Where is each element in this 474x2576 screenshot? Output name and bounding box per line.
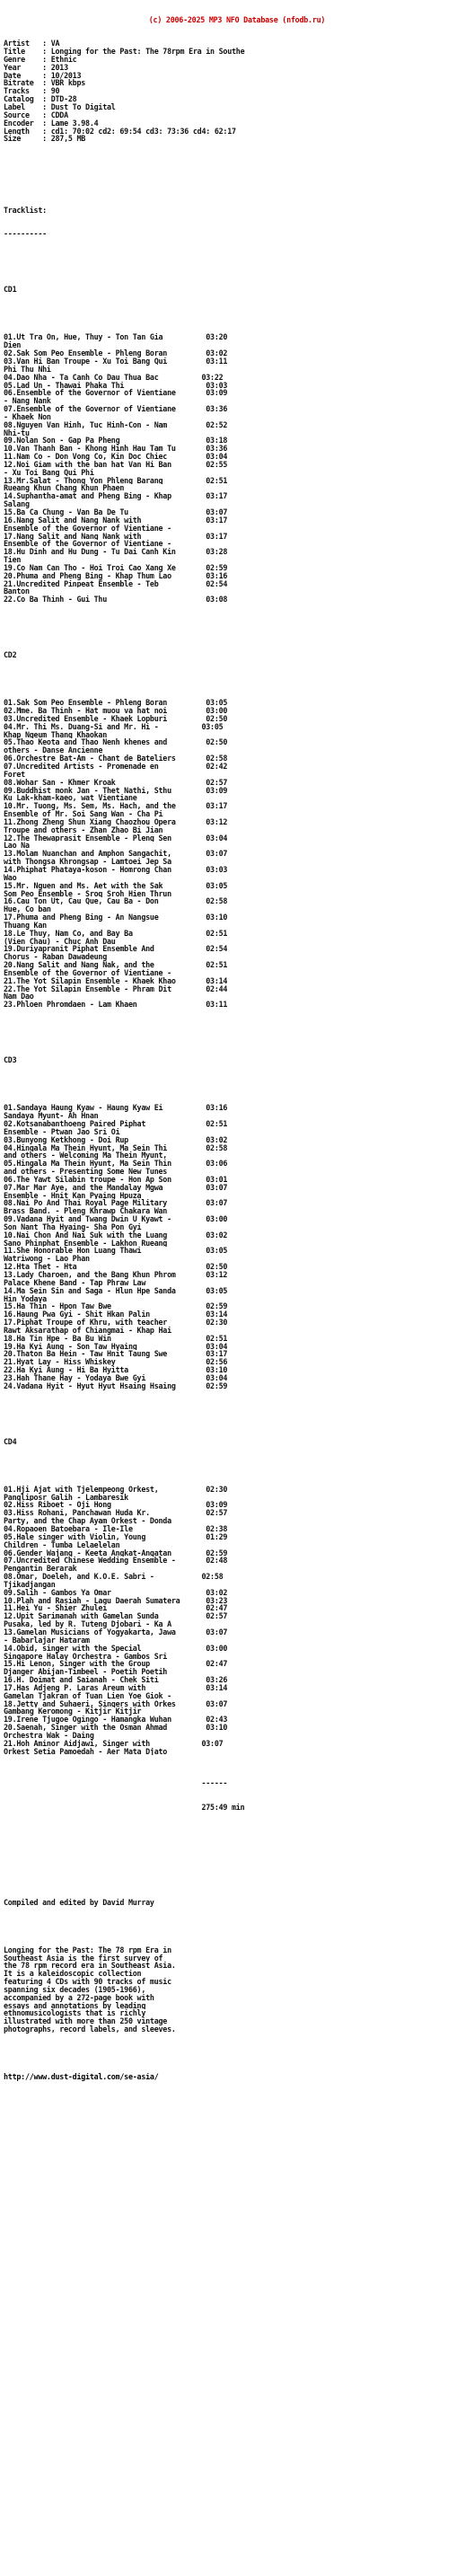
info-line: Tracks : 90: [4, 87, 60, 96]
track-line: 01.Hji Ajat with Tjelempeong Orkest, 02:30: [4, 1485, 228, 1494]
cd3-label: CD3: [4, 1056, 17, 1065]
total-length: 275:49 min: [4, 1803, 245, 1812]
track-line: Nhi-tu: [4, 428, 30, 437]
track-line: Tien: [4, 556, 22, 564]
track-line: Nam Dao: [4, 992, 34, 1001]
track-line: 08.Wohar San - Khmer Kroak 02:57: [4, 778, 228, 787]
track-line: Watriwong - Lao Phan: [4, 1255, 90, 1264]
track-line: 08.Omar, Doeleh, and K.O.E. Sabri - 02:58: [4, 1573, 224, 1581]
track-line: 10.Van Thanh Ban - Khong Hinh Hau Tam Tu 03:36: [4, 445, 228, 454]
track-line: with Thongsa Khrongsap - Lamtoei Jep Sa: [4, 858, 171, 866]
track-line: Sandaya Myunt- Ah Hnan: [4, 1112, 99, 1120]
info-line: Bitrate : VBR kbps: [4, 79, 86, 88]
info-line: Size : 287,5 MB: [4, 135, 86, 144]
track-line: 21.Hoh Aminor Aidjawi, Singer with 03:07: [4, 1739, 224, 1748]
track-line: Hue, Co ban: [4, 905, 51, 914]
track-line: Brass Band. - Pleng Khrawp Chakara Wan: [4, 1207, 168, 1216]
track-line: 04.Hingala Ma Thein Hyunt, Ma Sein Thi 02:58: [4, 1143, 228, 1152]
track-line: 14.Obid, singer with the Special 03:00: [4, 1644, 228, 1653]
track-line: 18.Ha Tin Hpe - Ba Bu Win 02:51: [4, 1334, 228, 1343]
track-line: Ensemble - Ptwan Jao Sri Oi: [4, 1127, 120, 1136]
track-line: 15.Mr. Nguen and Ms. Aet with the Sak 03:05: [4, 881, 228, 890]
track-line: 20.Nang Salit and Nang Nak, and the 02:51: [4, 961, 228, 969]
track-line: 21.Hyat Lay - Hiss Whiskey 02:56: [4, 1358, 228, 1367]
track-line: Ensemble of the Governor of Vientiane -: [4, 968, 171, 977]
info-line: Source : CDDA: [4, 110, 68, 119]
track-line: 13.Gamelan Musicians of Yogyakarta, Jawa 03:07: [4, 1628, 228, 1636]
track-line: 11.Hei Yu - Shier Zhulei 02:47: [4, 1604, 228, 1613]
track-line: Wao: [4, 873, 17, 882]
track-line: 06.The Yawt Silabin troupe - Hon Ap Son 03:01: [4, 1175, 228, 1184]
track-line: Sano Phinphat Ensemble - Lakhon Rueang: [4, 1239, 168, 1248]
info-line: Catalog : DTD-28: [4, 95, 77, 103]
track-line: Party, and the Chap Ayam Orkest - Donda: [4, 1517, 171, 1525]
track-line: 07.Uncredited Artists - Promenade en 02:42: [4, 763, 228, 771]
track-line: 24.Vadana Hyit - Hyut Hyut Hsaing Hsaing 02:59: [4, 1381, 228, 1390]
track-line: 04.Dao Nha - Ta Canh Co Dau Thua Bac 03:22: [4, 373, 224, 382]
track-line: 17.Has Adjeng P. Laras Areum with 03:14: [4, 1683, 228, 1692]
track-line: 14.Ma Sein Sin and Saga - Hlun Hpe Sanda 03:05: [4, 1286, 228, 1295]
cd4-label: CD4: [4, 1437, 17, 1446]
track-line: 15.Ba Ca Chung - Van Ba De Tu 03:07: [4, 508, 228, 516]
track-line: 08.Nai Po And Thai Royal Page Military 03:07: [4, 1199, 228, 1208]
track-line: 13.Lady Charoen, and the Bang Khun Phrom 03:12: [4, 1271, 228, 1279]
track-line: 19.Irene Tjugoe Ogingo - Hamangka Wuhan 02:43: [4, 1716, 228, 1725]
track-line: Rueang Khun Chang Khun Phaen: [4, 484, 125, 493]
track-line: - Khaek Non: [4, 412, 51, 421]
cd3-tracklist: [4, 1104, 470, 1389]
track-line: Tjikadjangan: [4, 1580, 56, 1589]
track-line: 15.Hi Lenon, Singer with the Group 02:47: [4, 1660, 228, 1669]
description-line: Southeast Asia is the first survey of: [4, 1954, 163, 1963]
website-link[interactable]: http://www.dust-digital.com/se-asia/: [4, 2073, 159, 2082]
info-line: Length : cd1: 70:02 cd2: 69:54 cd3: 73:36 cd4: 62:17: [4, 127, 236, 136]
track-line: 09.Buddhist monk Jan - Thet Nathi, Sthu 03:09: [4, 786, 228, 795]
cd2-tracklist: [4, 699, 470, 1009]
track-line: Khap Ngeum Thang Khaokan: [4, 730, 108, 739]
track-line: Gambang Keromong - Kitjir Kitjir: [4, 1707, 142, 1716]
track-line: Pangliposr Galih - Lambaresik: [4, 1493, 128, 1502]
track-line: 03.Van Hi Ban Troupe - Xu Toi Bang Qui 03:11: [4, 357, 228, 366]
track-line: 04.Mr. Thi Ms. Duang-Si and Mr. Hi - 03:05: [4, 722, 224, 731]
track-line: 02.Kotsanabanthoeng Paired Piphat 02:51: [4, 1119, 228, 1128]
track-line: 10.Mr. Tuong, Ms. Sem, Ms. Hach, and the 03:17: [4, 802, 228, 811]
track-line: and others - Presenting Some New Tunes: [4, 1168, 168, 1176]
track-line: 01.Sandaya Haung Kyaw - Haung Kyaw Ei 03:16: [4, 1104, 228, 1113]
track-line: 16.Haung Pwa Gyi - Shit Hkan Palin 03:14: [4, 1310, 228, 1319]
tracklist-title: Tracklist:: [4, 206, 47, 215]
track-line: 17.Phuma and Pheng Bing - An Nangsue 03:10: [4, 913, 228, 922]
track-line: 01.Ut Tra On, Hue, Thuy - Ton Tan Gia 03:20: [4, 333, 228, 342]
track-line: Palace Khene Band - Tap Phraw Law: [4, 1278, 146, 1287]
track-line: - Nang Nank: [4, 397, 51, 406]
track-line: Djanger Abijan-Timbeel - Poetih Poetih: [4, 1668, 168, 1677]
track-line: Son Nant Tha Hyaing- Sha Pon Gyi: [4, 1222, 142, 1231]
tracklist-rule: ----------: [4, 230, 47, 239]
description-line: ethnomusicologists that is richly: [4, 2009, 146, 2018]
description-line: essays and annotations by leading: [4, 2001, 146, 2010]
track-line: Thuang Kan: [4, 921, 47, 930]
track-line: 17.Piphat Troupe of Khru, with teacher 02:30: [4, 1319, 228, 1327]
track-line: others - Danse Ancienne: [4, 746, 103, 755]
site-header: (c) 2006-2025 MP3 NFO Database (nfodb.ru): [148, 15, 326, 24]
track-line: 19.Co Nam Can Tho - Hoi Troi Cao Xang Xe 02:59: [4, 563, 228, 572]
track-line: 23.Hah Thane Hay - Yodaya Bwe Gyi 03:04: [4, 1373, 228, 1382]
cd4-tracklist: [4, 1486, 470, 1756]
track-line: 18.Hu Dinh and Hu Dung - Tu Dai Canh Kin 03:28: [4, 548, 228, 557]
track-line: 13.Mr.Salat - Thong Yon Phleng Barang 02:51: [4, 476, 228, 485]
description-block: [4, 1946, 470, 2033]
track-line: (Vien Chau) - Chuc Anh Dau: [4, 937, 116, 946]
track-line: - Babarlajar Hataram: [4, 1636, 90, 1645]
track-line: 08.Nguyen Van Hinh, Tuc Hinh-Con - Nam 02:52: [4, 420, 228, 429]
track-line: Orchestra Wak - Daing: [4, 1731, 94, 1740]
description-line: illustrated with more than 250 vintage: [4, 2017, 168, 2026]
track-line: Salang: [4, 500, 30, 508]
track-line: 12.The Thewaprasit Ensemble - Pleng Sen 03:04: [4, 834, 228, 842]
info-block: [4, 40, 470, 143]
track-line: 02.Hiss Riboet - Oji Hong 03:09: [4, 1501, 228, 1510]
track-line: Hin Yodaya: [4, 1294, 47, 1303]
track-line: 22.Ha Kyi Aung - Hi Ba Hyitta 03:10: [4, 1366, 228, 1374]
track-line: and others - Welcoming Ma Thein Myunt,: [4, 1151, 168, 1160]
track-line: Orkest Setia Pamoedah - Aer Mata Djato: [4, 1747, 168, 1756]
track-line: 05.Lad Un - Thawai Phaka Thi 03:03: [4, 381, 228, 390]
total-rule: ------: [4, 1779, 228, 1787]
track-line: 19.Ha Kyi Aung - Son Taw Hyaing 03:04: [4, 1342, 228, 1351]
track-line: 05.Hale singer with Violin, Young 01:29: [4, 1532, 228, 1541]
track-line: 15.Ha Thin - Hpon Taw Bwe 02:59: [4, 1302, 228, 1311]
track-line: 17.Nang Salit and Nang Nank with 03:17: [4, 532, 228, 541]
track-line: 06.Ensemble of the Governor of Vientiane 03:09: [4, 389, 228, 398]
cd1-tracklist: [4, 333, 470, 604]
description-line: photographs, record labels, and sleeves.: [4, 2025, 176, 2033]
track-line: 09.Salih - Gambos Ya Omar 03:02: [4, 1588, 228, 1597]
track-line: Dien: [4, 341, 22, 350]
track-line: Lao Na: [4, 842, 30, 851]
track-line: Children - Tumba Lelaelelan: [4, 1540, 120, 1549]
track-line: 06.Gender Wajang - Keeta Angkat-Angatan 02:59: [4, 1548, 228, 1557]
track-line: Banton: [4, 587, 30, 596]
track-line: 18.Le Thuy, Nam Co, and Bay Ba 02:51: [4, 929, 228, 938]
track-line: 18.Jetty and Suhaeri, Singers with Orkes 03:07: [4, 1699, 228, 1708]
track-line: 04.Ropaoen Batoebara - Ile-Ile 02:38: [4, 1525, 228, 1533]
info-line: Date : 10/2013: [4, 71, 82, 80]
track-line: Gamelan Tjakran of Tuan Lien Yoe Giok -: [4, 1691, 171, 1700]
track-line: Pusaka, led by R. Tuteng Djobari - Ka A: [4, 1620, 171, 1628]
track-line: 23.Phloen Phromdaen - Lam Khaen 03:11: [4, 1001, 228, 1010]
description-line: It is a kaleidoscopic collection: [4, 1970, 142, 1979]
track-line: 21.Uncredited Pinpeat Ensemble - Teb 02:54: [4, 579, 228, 588]
track-line: 05.Hingala Ma Thein Hyunt, Ma Sein Thin 03:06: [4, 1160, 228, 1169]
nfo-document: [4, 0, 470, 2089]
track-line: 22.Co Ba Thinh - Gui Thu 03:08: [4, 595, 228, 604]
track-line: Ensemble - Hnit Kan Pyaing Hpuza: [4, 1191, 142, 1200]
track-line: 14.Suphantha-amat and Pheng Bing - Khap 03:17: [4, 492, 228, 501]
track-line: 20.Saenah, Singer with the Osman Ahmad 03:10: [4, 1724, 228, 1732]
track-line: 16.Cau Ton Ut, Cau Que, Cau Ba - Don 02:58: [4, 897, 228, 906]
track-line: 01.Sak Som Peo Ensemble - Phleng Boran 03:05: [4, 699, 228, 708]
track-line: 20.Phuma and Pheng Bing - Khap Thum Lao 03:16: [4, 571, 228, 580]
track-line: Rawt Aksarathap of Chiangmai - Khap Hai: [4, 1326, 171, 1335]
info-line: Genre : Ethnic: [4, 55, 77, 64]
track-line: 10.Plah and Rasiah - Lagu Daerah Sumatera 03:23: [4, 1596, 228, 1605]
track-line: 10.Nai Chon And Nai Suk with the Luang 03:02: [4, 1231, 228, 1239]
track-line: 14.Phiphat Phataya-koson - Homrong Chan 03:03: [4, 865, 228, 874]
track-line: Ku Lak-kham-kaeo, wat Vientiane: [4, 794, 137, 803]
track-line: 12.Noi Giam with the ban hat Van Hi Ban 02:55: [4, 460, 228, 469]
track-line: Phi Thu Nhi: [4, 365, 51, 374]
cd2-label: CD2: [4, 651, 17, 660]
info-line: Year : 2013: [4, 63, 68, 72]
track-line: Som Peo Ensemble - Sroq Sroh Hien Thrun: [4, 889, 171, 898]
info-line: Label : Dust To Digital: [4, 102, 116, 111]
track-line: 06.Orchestre Bat-Am - Chant de Bateliers 02:58: [4, 754, 228, 763]
track-line: 05.Thao Keota and Thao Nenh khenes and 02:50: [4, 738, 228, 747]
description-line: accompanied by a 272-page book with: [4, 1993, 154, 2002]
track-line: Ensemble of Mr. Soi Sang Wan - Cha Pi: [4, 810, 163, 818]
track-line: - Xu Toi Bang Qui Phi: [4, 468, 94, 477]
info-line: Artist : VA: [4, 40, 60, 49]
track-line: 22.The Yot Silapin Ensemble - Phram Dit 02:44: [4, 984, 228, 993]
compiled-by: Compiled and edited by David Murray: [4, 1898, 154, 1907]
track-line: 11.Nam Co - Don Vong Co, Kin Doc Chiec 03:04: [4, 453, 228, 461]
track-line: Troupe and others - Zhan Zhao Bi Jian: [4, 825, 163, 834]
track-line: Chorus - Raban Dawadeung: [4, 953, 108, 962]
info-line: Encoder : Lame 3.98.4: [4, 119, 99, 128]
track-line: 21.The Yot Silapin Ensemble - Khaek Khao 03:14: [4, 976, 228, 985]
track-line: Pengantin Berarak: [4, 1565, 77, 1574]
track-line: 07.Mar Mar Aye, and the Mandalay Mgwa 03:07: [4, 1183, 228, 1192]
track-line: 11.She Honorable Hon Luang Thawi 03:05: [4, 1247, 228, 1256]
description-line: spanning six decades (1905-1966),: [4, 1985, 146, 1994]
track-line: 03.Uncredited Ensemble - Khaek Lopburi 02:50: [4, 714, 228, 723]
track-line: 12.Upit Sarimanah with Gamelan Sunda 02:57: [4, 1612, 228, 1621]
info-line: Title : Longing for the Past: The 78rpm Era in Southe: [4, 48, 245, 56]
track-line: 07.Uncredited Chinese Wedding Ensemble - 02:48: [4, 1557, 228, 1566]
track-line: 12.Hta Thet - Hta 02:50: [4, 1263, 228, 1271]
track-line: 03.Hiss Rohani, Panchawan Huda Kr. 02:57: [4, 1509, 228, 1518]
track-line: 11.Zhong Zheng Shun Xiang Chaozhou Opera 03:12: [4, 817, 228, 826]
track-line: 03.Bunyong Ketkhong - Doi Rup 03:02: [4, 1135, 228, 1144]
track-line: Foret: [4, 770, 25, 779]
description-line: the 78 rpm record era in Southeast Asia.: [4, 1962, 176, 1971]
track-line: 02.Mme. Ba Thinh - Hat muou va hat noi 03:00: [4, 707, 228, 715]
description-line: Longing for the Past: The 78 rpm Era in: [4, 1945, 171, 1954]
track-line: 16.Nang Salit and Nang Nank with 03:17: [4, 516, 228, 525]
cd1-label: CD1: [4, 286, 17, 295]
track-line: 16.H. Doimat and Saianah - Chek Siti 03:26: [4, 1676, 228, 1684]
track-line: Ensemble of the Governor of Vientiane -: [4, 524, 171, 533]
track-line: 19.Duriyapranit Piphat Ensemble And 02:54: [4, 945, 228, 954]
track-line: 02.Sak Som Peo Ensemble - Phleng Boran 03:02: [4, 349, 228, 357]
track-line: 20.Thaton Ba Hein - Taw Hnit Taung Swe 03:17: [4, 1350, 228, 1359]
track-line: 13.Molam Nuanchan and Amphon Sangachit, 03:07: [4, 850, 228, 859]
track-line: 09.Vadana Hyit and Twang Dwin U Kyawt - 03:00: [4, 1215, 228, 1223]
track-line: 09.Nolan Son - Gap Pa Pheng 03:18: [4, 437, 228, 446]
description-line: featuring 4 CDs with 90 tracks of music: [4, 1978, 171, 1986]
track-line: Singapore Halay Orchestra - Gambos Sri: [4, 1652, 168, 1661]
track-line: 07.Ensemble of the Governor of Vientiane 03:36: [4, 405, 228, 413]
track-line: Ensemble of the Governor of Vientiane -: [4, 540, 171, 549]
